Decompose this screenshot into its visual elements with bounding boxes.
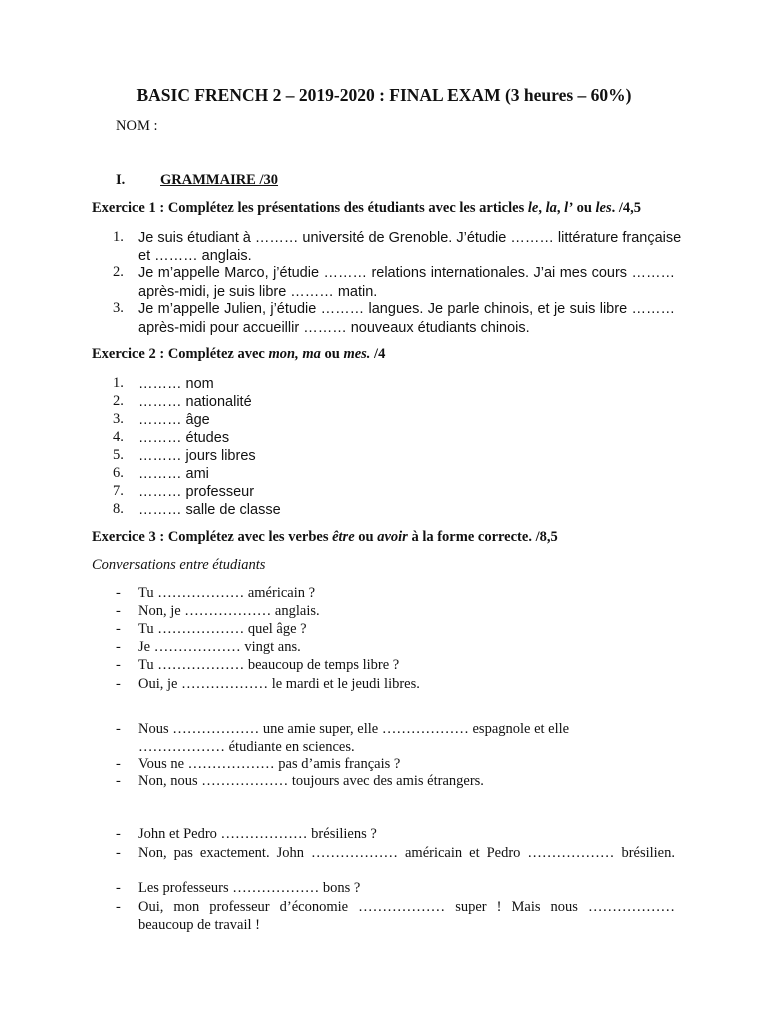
ex1-item-line: Je m’appelle Julien, j’étudie ……… langues. Je parle chinois, et je suis libre ………: [138, 301, 675, 317]
ex2-item-text: ……… salle de classe: [138, 502, 281, 518]
ex2-item-text: ……… nationalité: [138, 394, 252, 410]
dialogue-line: Tu ……………… américain ?: [138, 585, 316, 601]
dialogue-line: Oui, je ……………… le mardi et le jeudi libres.: [138, 676, 420, 692]
dialogue-line: Non, pas exactement. John ……………… américain et Pedro ……………… brésilien.: [138, 845, 675, 861]
dialogue-dash: -: [116, 621, 121, 637]
ex2-item-text: ……… âge: [138, 412, 210, 428]
name-label: NOM :: [116, 118, 158, 134]
exercise-3-subtitle: Conversations entre étudiants: [92, 557, 266, 573]
ex2-item-text: ……… ami: [138, 466, 209, 482]
ex2-item-number: 1.: [113, 375, 124, 391]
exercise-2-heading: Exercice 2 : Complétez avec mon, ma ou mes. /4: [92, 346, 386, 362]
dialogue-line: Oui, mon professeur d’économie ……………… super ! Mais nous ………………: [138, 899, 675, 915]
dialogue-line: ……………… étudiante en sciences.: [138, 739, 355, 755]
ex2-item-number: 6.: [113, 465, 124, 481]
dialogue-dash: -: [116, 676, 121, 692]
dialogue-line: Nous ……………… une amie super, elle ……………… espagnole et elle: [138, 721, 570, 737]
ex2-item-text: ……… nom: [138, 376, 214, 392]
ex1-item-line: Je m’appelle Marco, j’étudie ……… relations internationales. J’ai mes cours ………: [138, 265, 675, 281]
dialogue-line: Non, je ……………… anglais.: [138, 603, 320, 619]
ex1-item-line: Je suis étudiant à ……… université de Grenoble. J’étudie ……… littérature française: [138, 230, 682, 246]
dialogue-line: beaucoup de travail !: [138, 917, 260, 933]
dialogue-dash: -: [116, 657, 121, 673]
dialogue-dash: -: [116, 756, 121, 772]
ex1-item-number: 3.: [113, 300, 124, 316]
dialogue-line: Je ……………… vingt ans.: [138, 639, 301, 655]
ex1-item-line: après-midi pour accueillir ……… nouveaux étudiants chinois.: [138, 320, 530, 336]
dialogue-dash: -: [116, 773, 121, 789]
dialogue-dash: -: [116, 639, 121, 655]
ex2-item-text: ……… jours libres: [138, 448, 256, 464]
section-title: GRAMMAIRE /30: [160, 172, 279, 188]
dialogue-dash: -: [116, 603, 121, 619]
dialogue-line: Vous ne ……………… pas d’amis français ?: [138, 756, 401, 772]
dialogue-line: Les professeurs ……………… bons ?: [138, 880, 361, 896]
exercise-3-heading: Exercice 3 : Complétez avec les verbes être ou avoir à la forme correcte. /8,5: [92, 529, 558, 545]
ex2-item-number: 3.: [113, 411, 124, 427]
ex1-item-line: après-midi, je suis libre ……… matin.: [138, 284, 378, 300]
ex2-item-number: 4.: [113, 429, 124, 445]
dialogue-line: Non, nous ……………… toujours avec des amis étrangers.: [138, 773, 484, 789]
dialogue-dash: -: [116, 899, 121, 915]
dialogue-dash: -: [116, 721, 121, 737]
dialogue-line: John et Pedro ……………… brésiliens ?: [138, 826, 377, 842]
section-number: I.: [116, 172, 126, 188]
dialogue-dash: -: [116, 826, 121, 842]
exercise-1-heading: Exercice 1 : Complétez les présentations des étudiants avec les articles le, la, l’ ou les. /4,5: [92, 200, 642, 216]
ex2-item-number: 7.: [113, 483, 124, 499]
ex1-item-number: 1.: [113, 229, 124, 245]
ex1-item-line: et ……… anglais.: [138, 248, 252, 264]
dialogue-dash: -: [116, 880, 121, 896]
dialogue-line: Tu ……………… beaucoup de temps libre ?: [138, 657, 400, 673]
ex1-item-number: 2.: [113, 264, 124, 280]
dialogue-dash: -: [116, 585, 121, 601]
page-title: BASIC FRENCH 2 – 2019-2020 : FINAL EXAM (3 heures – 60%): [136, 85, 632, 105]
ex2-item-text: ……… professeur: [138, 484, 255, 500]
ex2-item-number: 8.: [113, 501, 124, 517]
dialogue-line: Tu ……………… quel âge ?: [138, 621, 307, 637]
ex2-item-number: 5.: [113, 447, 124, 463]
ex2-item-text: ……… études: [138, 430, 230, 446]
ex2-item-number: 2.: [113, 393, 124, 409]
dialogue-dash: -: [116, 845, 121, 861]
